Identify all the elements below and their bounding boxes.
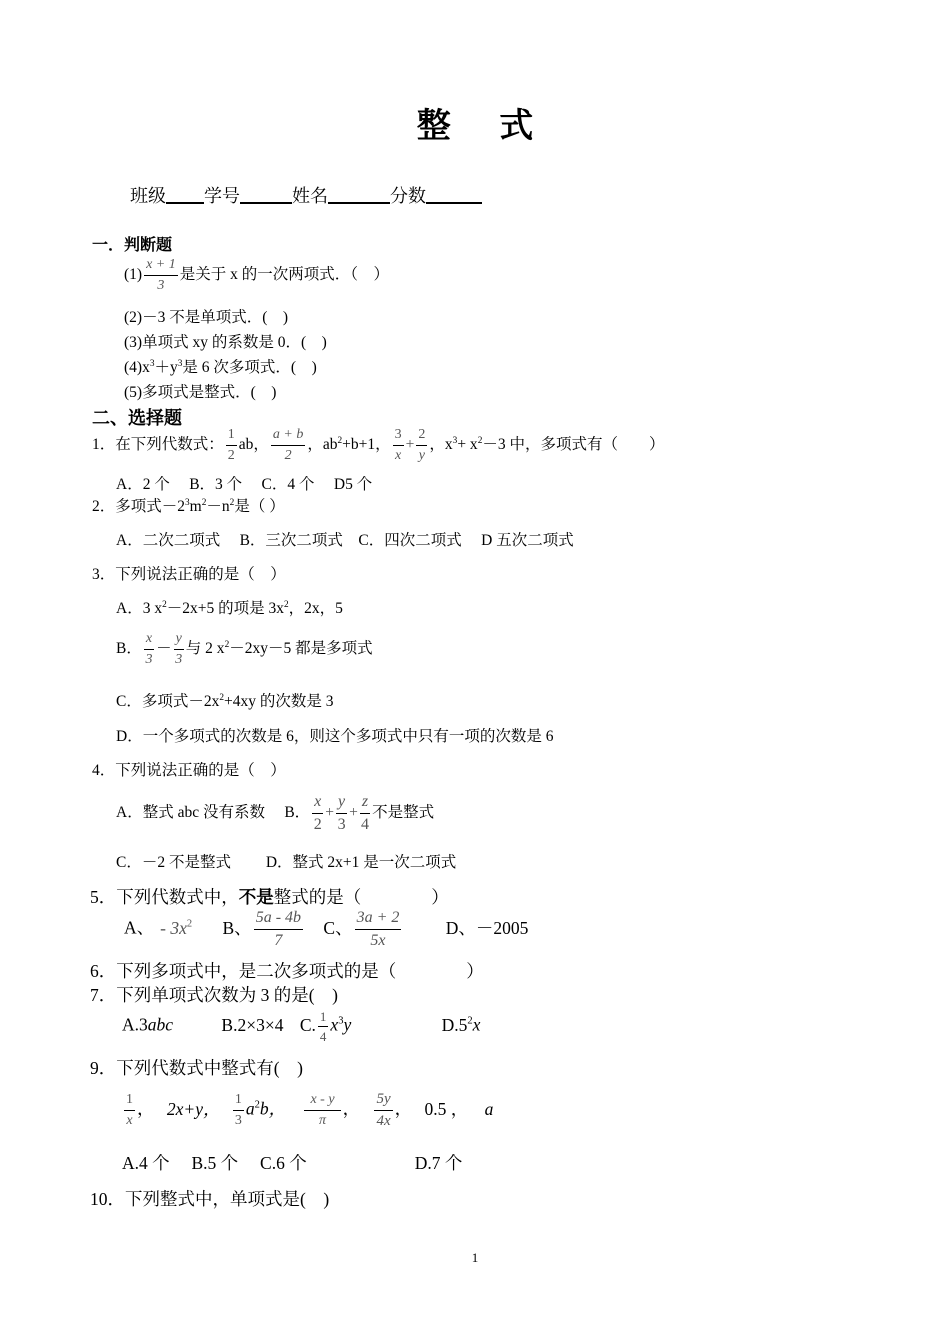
fraction [271, 428, 305, 463]
numerator: x + 1 [144, 258, 178, 276]
exponent: 2 [283, 599, 289, 610]
choice-q3-option-d: D．一个多项式的次数是 6，则这个多项式中只有一项的次数是 6 [116, 728, 554, 745]
exponent: 3 [177, 358, 183, 369]
name-blank [328, 184, 390, 204]
numerator: y [336, 794, 347, 814]
numerator: x - y [304, 1093, 340, 1111]
numerator: 2 [416, 428, 427, 446]
page-title: 整 式 [416, 108, 554, 145]
q-stem: 1．在下列代数式： [92, 436, 224, 454]
denominator: 4 [361, 816, 369, 833]
choice-q7-stem: 7．下列单项式次数为 3 的是( ) [90, 985, 338, 1005]
term: 是 6 次多项式．( ) [182, 359, 317, 376]
term: + x [457, 436, 478, 454]
numerator: y [174, 632, 184, 650]
exponent: 2 [186, 918, 193, 930]
option-label: A.3 [122, 1014, 148, 1035]
expression: a [484, 1098, 494, 1119]
exponent: 3 [452, 435, 458, 446]
term: 整式的是（ ） [273, 887, 449, 907]
option-label: B、 [222, 917, 252, 938]
option-label: C、 [323, 917, 353, 938]
term: 5．下列代数式中， [90, 887, 239, 907]
term: B． [116, 640, 142, 658]
expression: x [472, 1014, 481, 1035]
plus-sign: + [325, 804, 335, 822]
term: ＋y [154, 359, 178, 376]
denominator: 3 [145, 652, 153, 667]
expression: y [343, 1014, 352, 1035]
choice-q9-stem: 9．下列代数式中整式有( ) [90, 1058, 303, 1078]
term: +b+1， [342, 436, 391, 454]
denominator: 4x [376, 1113, 391, 1129]
fraction [144, 258, 178, 293]
judge-q1 [124, 258, 389, 293]
term: ，ab [307, 436, 338, 454]
term: +4xy 的次数是 3 [224, 693, 334, 710]
choice-q2 [92, 494, 285, 516]
option-label: C. [299, 1014, 316, 1035]
judge-q4 [124, 355, 317, 377]
numerator: 1 [226, 428, 237, 446]
fraction [416, 428, 427, 463]
section-2-heading: 二、选择题 [92, 408, 182, 429]
fraction [226, 428, 237, 463]
denominator: x [395, 448, 402, 463]
numerator: 1 [318, 1010, 329, 1027]
numerator: 5a - 4b [254, 910, 303, 930]
fraction [318, 1010, 329, 1043]
term: －2x+5 的项是 3x [166, 600, 284, 617]
choice-q6-stem: 6．下列多项式中，是二次多项式的是（ ） [90, 961, 484, 981]
fraction [312, 794, 323, 833]
denominator: 4 [319, 1029, 327, 1044]
term: 不是整式 [372, 804, 435, 822]
denominator: 3 [157, 278, 165, 293]
option-label: A、 [124, 917, 155, 938]
class-label: 班级 [130, 186, 166, 206]
choice-q9-options [122, 1150, 462, 1175]
numerator: 3 [393, 428, 404, 446]
expression: b， [259, 1098, 287, 1119]
fraction [393, 428, 404, 463]
expression: abc [147, 1014, 174, 1035]
choice-q5-options [124, 910, 528, 949]
emphasis: 不是 [238, 888, 274, 908]
fraction [124, 1093, 135, 1128]
term: A．3 x [116, 600, 163, 617]
exponent: 2 [201, 497, 207, 508]
page-number: 1 [471, 1250, 479, 1265]
term: A．整式 abc 没有系数 B． [116, 804, 311, 822]
option-label: D.5 [441, 1014, 468, 1035]
score-label: 分数 [390, 186, 426, 206]
term: ，2x，5 [288, 600, 343, 617]
choice-q4-options-ab [116, 794, 434, 833]
numerator: x [144, 632, 154, 650]
denominator: 3 [175, 652, 183, 667]
exponent: 2 [224, 639, 230, 650]
fraction [233, 1093, 244, 1128]
term: C．多项式－2x [116, 693, 220, 710]
fraction [174, 632, 184, 667]
fraction [355, 910, 402, 949]
choice-q1 [92, 428, 664, 463]
q-number: (1) [124, 266, 143, 284]
exponent: 2 [254, 1099, 260, 1111]
plus-sign: + [349, 804, 358, 822]
choice-q3-option-a [116, 596, 343, 618]
expression: 0.5 ， [424, 1098, 469, 1119]
exponent: 3 [338, 1015, 344, 1027]
term: 与 2 x [185, 640, 225, 658]
numerator: x [312, 794, 323, 814]
separator: ， [342, 1098, 361, 1119]
fraction [374, 1092, 392, 1129]
score-blank [426, 184, 482, 204]
exponent: 3 [149, 358, 155, 369]
exponent: 2 [162, 599, 167, 610]
expression: 2x+y， [166, 1098, 221, 1119]
term: －3 中，多项式有（ ） [482, 436, 665, 454]
denominator: π [319, 1113, 327, 1128]
choice-q10-stem: 10．下列整式中，单项式是( ) [90, 1189, 330, 1209]
option-label: B.2×3×4 [221, 1014, 284, 1035]
separator: ， [137, 1098, 155, 1119]
fraction [360, 794, 370, 833]
separator: ， [394, 1098, 413, 1119]
plus-sign: + [405, 436, 415, 454]
choice-q7-options [122, 1010, 480, 1043]
choice-q3-stem: 3．下列说法正确的是（ ） [92, 566, 286, 583]
option-label: D、－2005 [445, 917, 529, 938]
numerator: 5y [374, 1092, 392, 1111]
choice-q9-expressions [122, 1092, 493, 1129]
q-text: 是关于 x 的一次两项式．（ ） [179, 266, 390, 284]
expression: - 3x [160, 917, 187, 938]
denominator: 2 [284, 448, 292, 463]
denominator: x [126, 1113, 133, 1128]
numerator: a + b [271, 428, 305, 446]
term: ，x [429, 436, 453, 454]
fraction [304, 1093, 340, 1128]
denominator: 3 [234, 1113, 242, 1128]
student-info-line [130, 182, 482, 208]
choice-q2-options: A．二次二项式 B．三次二项式 C．四次二项式 D 五次二项式 [116, 532, 574, 549]
judge-q2: (2)－3 不是单项式．( ) [124, 309, 289, 326]
class-blank [166, 184, 204, 204]
fraction [144, 632, 154, 667]
exponent: 3 [185, 497, 190, 508]
exponent: 2 [219, 692, 224, 703]
fraction [254, 910, 303, 949]
term: m [189, 498, 202, 515]
denominator: 3 [337, 816, 346, 833]
denominator: y [418, 448, 425, 463]
denominator: 2 [227, 448, 235, 463]
option-d: D.7 个 [414, 1153, 463, 1173]
exponent: 2 [477, 435, 483, 446]
denominator: 5x [370, 932, 386, 949]
choice-q4-options-cd: C．－2 不是整式 D．整式 2x+1 是一次二项式 [116, 854, 457, 871]
choice-q3-option-c [116, 689, 334, 711]
choice-q3-option-b [116, 632, 373, 667]
term: －n [206, 498, 230, 515]
numerator: 1 [233, 1093, 244, 1111]
fraction [336, 794, 347, 833]
options: A.4 个 B.5 个 C.6 个 [122, 1153, 307, 1173]
exponent: 2 [229, 497, 235, 508]
exponent: 2 [337, 435, 343, 446]
section-1-heading: 一．判断题 [92, 235, 173, 254]
term: ab， [238, 436, 269, 454]
judge-q5: (5)多项式是整式．( ) [124, 384, 277, 401]
choice-q4-stem: 4．下列说法正确的是（ ） [92, 762, 286, 779]
term: －2xy－5 都是多项式 [229, 640, 373, 658]
denominator: 2 [313, 816, 322, 833]
numerator: z [360, 794, 370, 814]
numerator: 1 [124, 1093, 135, 1111]
name-label: 姓名 [292, 186, 328, 206]
expression: a [245, 1098, 255, 1119]
id-blank [240, 184, 292, 204]
denominator: 7 [274, 932, 283, 949]
minus-sign: － [156, 640, 172, 658]
exponent: 2 [467, 1015, 473, 1027]
id-label: 学号 [204, 186, 240, 206]
choice-q5-stem [90, 884, 449, 909]
judge-q3: (3)单项式 xy 的系数是 0．( ) [124, 334, 327, 351]
term: (4)x [124, 359, 150, 376]
expression: x [330, 1014, 339, 1035]
choice-q1-options: A．2 个 B．3 个 C．4 个 D5 个 [116, 476, 373, 493]
term: 2．多项式－2 [92, 498, 186, 515]
numerator: 3a + 2 [355, 910, 402, 930]
term: 是（ ） [234, 498, 285, 515]
